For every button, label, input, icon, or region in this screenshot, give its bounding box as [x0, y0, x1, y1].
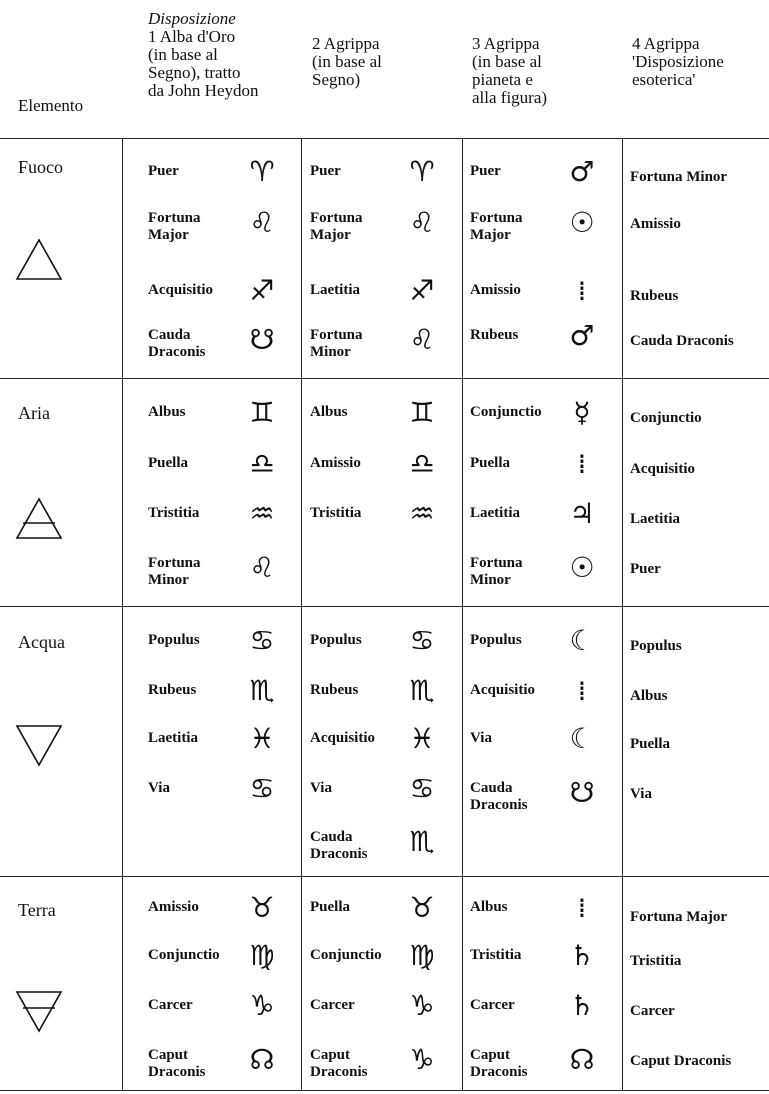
- figure-name-line: Caput: [148, 1047, 189, 1063]
- astro-symbol-icon: ♑: [409, 1043, 435, 1076]
- row-divider: [0, 606, 769, 607]
- figure-name: [310, 455, 361, 472]
- header-col1-italic: Disposizione: [148, 9, 236, 28]
- figure-name: [148, 947, 220, 964]
- element-name-fuoco: Fuoco: [18, 157, 63, 177]
- figure-name-line: Amissio: [148, 899, 199, 915]
- header-line: Segno): [312, 70, 361, 89]
- astro-symbol-icon: ☿: [573, 396, 591, 429]
- figure-name-line: Via: [470, 730, 492, 746]
- astro-symbol-icon: ♎: [409, 447, 435, 480]
- figure-name-line: Fortuna: [148, 555, 201, 571]
- figure-name: [148, 282, 213, 299]
- header-line: 2 Agrippa: [312, 34, 380, 53]
- figure-name-line: Fortuna: [470, 210, 523, 226]
- air-triangle-icon: [14, 496, 64, 542]
- astro-symbol-icon: ♑: [249, 989, 275, 1022]
- figure-name-line: Populus: [148, 632, 200, 648]
- figure-name: [310, 163, 341, 180]
- figure-name: Caput Draconis: [630, 1053, 732, 1069]
- column-divider: [301, 138, 302, 1090]
- figure-name-line: Draconis: [470, 1064, 528, 1080]
- astro-symbol-icon: ♌: [249, 551, 275, 584]
- figure-name: Fortuna Minor: [630, 169, 728, 185]
- astro-symbol-icon: ♏: [409, 825, 435, 858]
- row-divider: [0, 876, 769, 877]
- figure-name: [148, 997, 193, 1014]
- element-name-aria: Aria: [18, 403, 50, 423]
- astro-symbol-icon: ♋: [409, 624, 435, 657]
- figure-name: Via: [630, 786, 652, 802]
- figure-name: Puella: [630, 736, 670, 752]
- figure-name: [470, 210, 523, 244]
- figure-name: [148, 455, 188, 472]
- figure-name: Rubeus: [630, 288, 679, 304]
- element-name-terra: Terra: [18, 900, 56, 920]
- figure-name: [310, 1047, 368, 1081]
- figure-name-line: Caput: [470, 1047, 511, 1063]
- figure-name: [148, 632, 200, 649]
- astro-symbol-icon: ⁞: [577, 447, 587, 480]
- figure-name: [148, 404, 186, 421]
- header-col2: [312, 35, 382, 89]
- astro-symbol-icon: ☾: [569, 624, 595, 657]
- figure-name: [470, 947, 521, 964]
- header-rule: [0, 138, 769, 139]
- astro-symbol-icon: ♐: [249, 274, 275, 307]
- figure-name-line: Major: [470, 227, 511, 243]
- astro-symbol-icon: ♈: [409, 155, 435, 188]
- figure-name-line: Conjunctio: [310, 947, 382, 963]
- astro-symbol-icon: ☋: [249, 323, 275, 356]
- header-line: 'Disposizione: [632, 52, 724, 71]
- astro-symbol-icon: ♋: [249, 772, 275, 805]
- astro-symbol-icon: ♌: [409, 206, 435, 239]
- header-line: pianeta e: [472, 70, 533, 89]
- astro-symbol-icon: ☉: [569, 206, 595, 239]
- figure-name-line: Carcer: [310, 997, 355, 1013]
- header-col4: [632, 35, 724, 89]
- header-line: Segno), tratto: [148, 63, 241, 82]
- header-line: esoterica': [632, 70, 696, 89]
- figure-name-line: Draconis: [310, 1064, 368, 1080]
- figure-name-line: Populus: [470, 632, 522, 648]
- figure-name: [310, 210, 363, 244]
- figure-name-line: Minor: [310, 344, 351, 360]
- figure-name: [148, 730, 198, 747]
- figure-name-line: Minor: [148, 572, 189, 588]
- astro-symbol-icon: ♐: [409, 274, 435, 307]
- figure-name: [310, 780, 332, 797]
- figure-name: Amissio: [630, 216, 681, 232]
- header-line: (in base al: [148, 45, 218, 64]
- astro-symbol-icon: ⁞: [577, 674, 587, 707]
- astro-symbol-icon: ♋: [249, 624, 275, 657]
- figure-name: Puer: [630, 561, 661, 577]
- header-line: da John Heydon: [148, 81, 259, 100]
- figure-name: [470, 997, 515, 1014]
- figure-name: [148, 327, 206, 361]
- fire-triangle-icon: [14, 237, 64, 283]
- header-line: 3 Agrippa: [472, 34, 540, 53]
- astro-symbol-icon: ♉: [249, 891, 275, 924]
- figure-name-line: Albus: [310, 404, 348, 420]
- figure-name-line: Major: [148, 227, 189, 243]
- figure-name: [148, 780, 170, 797]
- astro-symbol-icon: ♄: [569, 989, 595, 1022]
- figure-name: [148, 1047, 206, 1081]
- figure-name-line: Amissio: [470, 282, 521, 298]
- figure-name: [470, 163, 501, 180]
- figure-name-line: Rubeus: [470, 327, 519, 343]
- row-divider: [0, 378, 769, 379]
- figure-name: [470, 505, 520, 522]
- figure-name-line: Puella: [310, 899, 350, 915]
- figure-name-line: Tristitia: [148, 505, 200, 521]
- header-line: 4 Agrippa: [632, 34, 700, 53]
- astro-symbol-icon: ♄: [569, 939, 595, 972]
- figure-name-line: Draconis: [310, 846, 368, 862]
- figure-name: [470, 1047, 528, 1081]
- figure-name-line: Rubeus: [310, 682, 359, 698]
- figure-name-line: Major: [310, 227, 351, 243]
- astro-symbol-icon: ☾: [569, 722, 595, 755]
- figure-name: [470, 730, 492, 747]
- figure-name-line: Albus: [470, 899, 508, 915]
- astro-symbol-icon: ♊: [409, 396, 435, 429]
- figure-name-line: Acquisitio: [470, 682, 536, 698]
- astro-symbol-icon: ♂: [569, 319, 595, 352]
- figure-name-line: Carcer: [148, 997, 193, 1013]
- figure-name-line: Tristitia: [470, 947, 522, 963]
- figure-name: [470, 682, 535, 699]
- figure-name: [310, 947, 382, 964]
- figure-name-line: Laetitia: [148, 730, 198, 746]
- figure-name-line: Cauda: [310, 829, 353, 845]
- column-divider: [622, 138, 623, 1090]
- figure-name-line: Via: [310, 780, 332, 796]
- astro-symbol-icon: ☋: [569, 776, 595, 809]
- figure-name: Fortuna Major: [630, 909, 728, 925]
- figure-name-line: Fortuna: [148, 210, 201, 226]
- figure-name-line: Albus: [148, 404, 186, 420]
- figure-name: Tristitia: [630, 953, 682, 969]
- earth-triangle-icon: [14, 988, 64, 1034]
- figure-name: [470, 455, 510, 472]
- figure-name-line: Puella: [148, 455, 188, 471]
- figure-name-line: Cauda: [470, 780, 513, 796]
- figure-name-line: Via: [148, 780, 170, 796]
- figure-name-line: Amissio: [310, 455, 361, 471]
- astro-symbol-icon: ♎: [249, 447, 275, 480]
- figure-name: [148, 555, 201, 589]
- figure-name: [310, 632, 362, 649]
- header-line: alla figura): [472, 88, 548, 107]
- astro-symbol-icon: ☊: [249, 1043, 275, 1076]
- figure-name: [148, 682, 196, 699]
- figure-name-line: Draconis: [148, 1064, 206, 1080]
- figure-name: Populus: [630, 638, 682, 654]
- figure-name: [470, 327, 518, 344]
- figure-name-line: Puer: [310, 163, 341, 179]
- figure-name: Carcer: [630, 1003, 675, 1019]
- figure-name-line: Minor: [470, 572, 511, 588]
- element-name-acqua: Acqua: [18, 632, 65, 652]
- astro-symbol-icon: ♒: [409, 497, 435, 530]
- header-col0: Elemento: [18, 96, 84, 115]
- figure-name-line: Laetitia: [470, 505, 520, 521]
- figure-name-line: Rubeus: [148, 682, 197, 698]
- header-col1: [148, 10, 258, 100]
- astro-symbol-icon: ♃: [569, 497, 595, 530]
- figure-name-line: Acquisitio: [310, 730, 376, 746]
- water-triangle-icon: [14, 722, 64, 768]
- figure-name-line: Puer: [470, 163, 501, 179]
- astro-symbol-icon: ♌: [249, 206, 275, 239]
- figure-name-line: Acquisitio: [148, 282, 214, 298]
- figure-name: [310, 404, 348, 421]
- figure-name-line: Draconis: [470, 797, 528, 813]
- figure-name: [470, 899, 508, 916]
- astro-symbol-icon: ♊: [249, 396, 275, 429]
- bottom-rule: [0, 1090, 769, 1091]
- figure-name: [470, 632, 522, 649]
- figure-name: [148, 210, 201, 244]
- figure-name-line: Fortuna: [310, 327, 363, 343]
- astro-symbol-icon: ♓: [409, 722, 435, 755]
- figure-name: [148, 505, 199, 522]
- astro-symbol-icon: ♍: [249, 939, 275, 972]
- figure-name-line: Conjunctio: [148, 947, 220, 963]
- figure-name-line: Puer: [148, 163, 179, 179]
- astro-symbol-icon: ♓: [249, 722, 275, 755]
- figure-name: Laetitia: [630, 511, 680, 527]
- header-line: (in base al: [472, 52, 542, 71]
- figure-name: [470, 555, 523, 589]
- figure-name: [310, 505, 361, 522]
- figure-name-line: Laetitia: [310, 282, 360, 298]
- figure-name: [310, 997, 355, 1014]
- astro-symbol-icon: ♌: [409, 323, 435, 356]
- column-divider: [122, 138, 123, 1090]
- header-line: 1 Alba d'Oro: [148, 27, 236, 46]
- figure-name-line: Tristitia: [310, 505, 362, 521]
- figure-name-line: Fortuna: [310, 210, 363, 226]
- header-line: (in base al: [312, 52, 382, 71]
- astro-symbol-icon: ⁞: [577, 274, 587, 307]
- figure-name-line: Fortuna: [470, 555, 523, 571]
- figure-name: [310, 730, 375, 747]
- figure-name: [310, 282, 360, 299]
- astro-symbol-icon: ☊: [569, 1043, 595, 1076]
- astro-symbol-icon: ♑: [409, 989, 435, 1022]
- astro-symbol-icon: ♒: [249, 497, 275, 530]
- astro-symbol-icon: ⁞: [577, 891, 587, 924]
- figure-name: [310, 899, 350, 916]
- astro-symbol-icon: ☉: [569, 551, 595, 584]
- figure-name: [310, 682, 358, 699]
- figure-name: Albus: [630, 688, 668, 704]
- astro-symbol-icon: ♏: [409, 674, 435, 707]
- figure-name-line: Conjunctio: [470, 404, 542, 420]
- figure-name: [470, 780, 528, 814]
- figure-name-line: Caput: [310, 1047, 351, 1063]
- figure-name: Conjunctio: [630, 410, 702, 426]
- astro-symbol-icon: ♋: [409, 772, 435, 805]
- figure-name: Cauda Draconis: [630, 333, 734, 349]
- figure-name: [470, 282, 521, 299]
- column-divider: [462, 138, 463, 1090]
- header-col3: [472, 35, 547, 107]
- figure-name: Acquisitio: [630, 461, 696, 477]
- figure-name-line: Draconis: [148, 344, 206, 360]
- figure-name: [148, 163, 179, 180]
- figure-name: [310, 829, 368, 863]
- figure-name-line: Puella: [470, 455, 510, 471]
- figure-name-line: Cauda: [148, 327, 191, 343]
- astro-symbol-icon: ♂: [569, 155, 595, 188]
- figure-name: [148, 899, 199, 916]
- astro-symbol-icon: ♍: [409, 939, 435, 972]
- astro-symbol-icon: ♈: [249, 155, 275, 188]
- astro-symbol-icon: ♏: [249, 674, 275, 707]
- figure-name-line: Populus: [310, 632, 362, 648]
- astro-symbol-icon: ♉: [409, 891, 435, 924]
- figure-name: [470, 404, 542, 421]
- figure-name: [310, 327, 363, 361]
- figure-name-line: Carcer: [470, 997, 515, 1013]
